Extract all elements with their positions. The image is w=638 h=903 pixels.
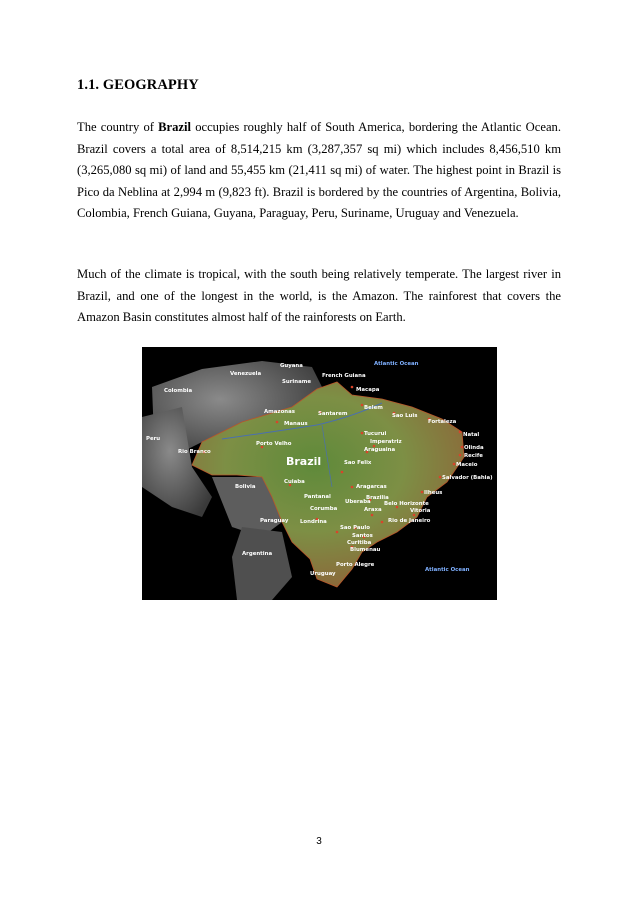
label-maceio: Maceio [456,462,478,468]
label-fortaleza: Fortaleza [428,419,457,425]
label-argentina: Argentina [242,551,273,557]
label-rio-de-janeiro: Rio de Janeiro [388,518,431,524]
label-venezuela: Venezuela [230,371,262,377]
label-imperatriz: Imperatriz [370,439,402,445]
map-title-brazil: Brazil [286,455,322,468]
label-uberaba: Uberaba [345,499,371,505]
label-french-guiana: French Guiana [322,373,366,379]
label-londrina: Londrina [300,519,327,525]
label-blumenau: Blumenau [350,547,381,553]
paragraph-geography [77,117,561,225]
paragraph-rest: occupies roughly half of South America, bordering the Atlantic Ocean. Brazil covers a total area of 8,514,215 km (3,287,357 sq mi) which includes 8,456,510 km (3,265,080 sq mi) of land and 55,455 km (21,411 sq mi) of water. The highest point in Brazil is Pico da Neblina at 2,994 m (9,823 ft). Brazil is bordered by the countries of Argentina, Bolivia, Colombia, French Guiana, Guyana, Paraguay, Peru, Suriname, Uruguay and Venezuela. [77,120,561,220]
label-salvador: Salvador (Bahia) [442,475,493,481]
label-guyana: Guyana [280,363,303,369]
label-sao-luis: Sao Luis [392,413,418,419]
label-curitiba: Curitiba [347,540,372,546]
label-santarem: Santarem [318,411,348,417]
label-paraguay: Paraguay [260,518,289,524]
label-ilheus: Ilheus [424,490,443,496]
label-brazilia: Brazilia [366,495,389,501]
label-colombia: Colombia [164,388,193,394]
label-manaus: Manaus [284,421,308,427]
label-aragarcas: Aragarcas [356,484,387,490]
label-recife: Recife [464,453,483,459]
label-belo-horizonte: Belo Horizonte [384,501,429,507]
label-corumba: Corumba [310,506,338,512]
label-macapa: Macapa [356,387,380,393]
label-uruguay: Uruguay [310,571,336,577]
label-belem: Belem [364,405,383,411]
label-rio-branco: Rio Branco [178,449,211,455]
paragraph-lead: The country of [77,120,159,134]
label-araguaina: Araguaina [364,447,396,453]
label-vitoria: Vitoria [410,508,431,514]
label-sao-paulo: Sao Paulo [340,525,370,531]
ocean-label-north: Atlantic Ocean [374,361,419,367]
label-sao-felix: Sao Felix [344,460,372,466]
label-natal: Natal [463,432,480,438]
ocean-label-south: Atlantic Ocean [425,567,470,573]
brazil-bold-word: Brazil [158,120,191,134]
section-heading: 1.1. GEOGRAPHY [77,77,199,93]
label-porto-alegre: Porto Alegre [336,562,375,568]
label-amazonas: Amazonas [264,409,295,415]
label-santos: Santos [352,533,373,539]
label-cuiaba: Cuiaba [284,479,305,485]
label-porto-velho: Porto Velho [256,441,292,447]
label-suriname: Suriname [282,379,311,385]
label-bolivia: Bolivia [235,484,256,490]
label-pantanal: Pantanal [304,494,331,500]
brazil-map-image [142,347,497,600]
page-number: 3 [316,836,322,847]
label-tucurui: Tucurui [364,431,387,437]
label-olinda: Olinda [464,445,484,451]
label-peru: Peru [146,436,161,442]
label-araxa: Araxa [364,507,382,513]
brazil-map-svg [142,347,497,600]
paragraph-climate: Much of the climate is tropical, with the south being relatively temperate. The largest river in Brazil, and one of the longest in the world, is the Amazon. The rainforest that covers the Amazon Basin constitutes almost half of the rainforests on Earth. [77,267,561,324]
